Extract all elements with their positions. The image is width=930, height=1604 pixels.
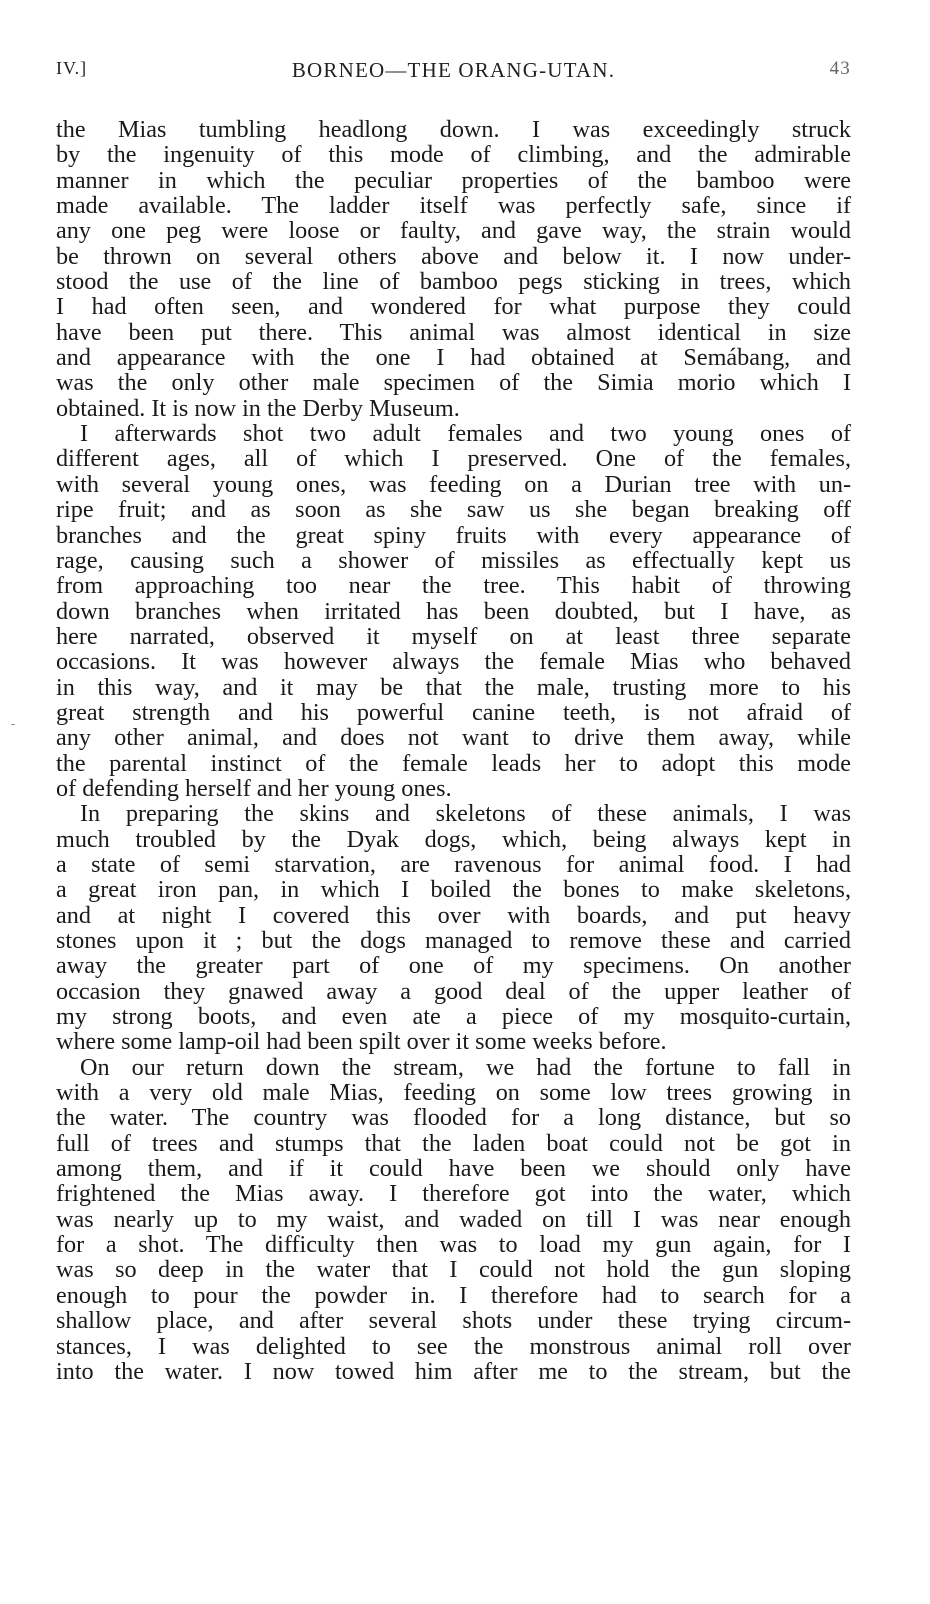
margin-speck: [11, 724, 15, 725]
text-line: my strong boots, and even ate a piece of my mosquito-curtain,: [56, 1003, 851, 1031]
body-text: [56, 117, 851, 1384]
text-line: away the greater part of one of my specimens. On another: [56, 952, 851, 980]
text-line: be thrown on several others above and below it. I now under-: [56, 242, 851, 270]
text-line: was so deep in the water that I could not hold the gun sloping: [56, 1256, 851, 1284]
text-line: full of trees and stumps that the laden boat could not be got in: [56, 1129, 851, 1157]
paragraph: [56, 801, 851, 1054]
text-line: the parental instinct of the female leads her to adopt this mode: [56, 749, 851, 777]
paragraph: [56, 1055, 851, 1384]
text-line: frightened the Mias away. I therefore got into the water, which: [56, 1180, 851, 1208]
text-line: branches and the great spiny fruits with every appearance of: [56, 521, 851, 549]
text-line: I afterwards shot two adult females and two young ones of: [80, 420, 851, 448]
text-line: enough to pour the powder in. I therefore had to search for a: [56, 1281, 851, 1309]
text-line: in this way, and it may be that the male, trusting more to his: [56, 673, 851, 701]
text-line: In preparing the skins and skeletons of these animals, I was: [80, 800, 851, 828]
text-line: shallow place, and after several shots under these trying circum-: [56, 1307, 851, 1335]
text-line: great strength and his powerful canine teeth, is not afraid of: [56, 698, 851, 726]
paragraph: [56, 421, 851, 801]
text-line: the water. The country was flooded for a long distance, but so: [56, 1104, 851, 1132]
running-head: [56, 58, 851, 88]
text-line: a state of semi starvation, are ravenous for animal food. I had: [56, 850, 851, 878]
text-line: obtained. It is now in the Derby Museum.: [56, 394, 460, 422]
text-line: occasion they gnawed away a good deal of the upper leather of: [56, 977, 851, 1005]
text-line: a great iron pan, in which I boiled the bones to make skeletons,: [56, 876, 851, 904]
text-line: any one peg were loose or faulty, and gave way, the strain would: [56, 217, 851, 245]
text-line: down branches when irritated has been doubted, but I have, as: [56, 597, 851, 625]
text-line: much troubled by the Dyak dogs, which, being always kept in: [56, 825, 851, 853]
text-line: where some lamp-oil had been spilt over it some weeks before.: [56, 1028, 667, 1056]
text-line: for a shot. The difficulty then was to load my gun again, for I: [56, 1231, 851, 1259]
text-line: from approaching too near the tree. This habit of throwing: [56, 572, 851, 600]
text-line: the Mias tumbling headlong down. I was exceedingly struck: [56, 116, 851, 143]
text-line: stances, I was delighted to see the monstrous animal roll over: [56, 1332, 851, 1360]
text-line: and appearance with the one I had obtained at Semábang, and: [56, 344, 851, 372]
text-line: and at night I covered this over with boards, and put heavy: [56, 901, 851, 929]
text-line: here narrated, observed it myself on at least three separate: [56, 622, 851, 650]
text-line: On our return down the stream, we had the fortune to fall in: [80, 1053, 851, 1081]
text-line: I had often seen, and wondered for what purpose they could: [56, 293, 851, 321]
text-line: have been put there. This animal was almost identical in size: [56, 318, 851, 346]
text-line: was the only other male specimen of the Simia morio which I: [56, 369, 851, 397]
text-line: of defending herself and her young ones.: [56, 774, 452, 802]
text-line: by the ingenuity of this mode of climbing, and the admirable: [56, 141, 851, 169]
text-line: made available. The ladder itself was perfectly safe, since if: [56, 192, 851, 220]
text-line: stones upon it ; but the dogs managed to remove these and carried: [56, 927, 851, 954]
text-line: with several young ones, was feeding on a Durian tree with un-: [56, 470, 851, 498]
chapter-number: IV.]: [56, 58, 88, 78]
text-line: different ages, all of which I preserved. One of the females,: [56, 445, 851, 473]
text-line: manner in which the peculiar properties of the bamboo were: [56, 166, 851, 194]
text-line: ripe fruit; and as soon as she saw us she began breaking off: [56, 496, 851, 524]
running-title: BORNEO—THE ORANG-UTAN.: [291, 58, 616, 82]
text-line: was nearly up to my waist, and waded on till I was near enough: [56, 1205, 851, 1233]
text-line: occasions. It was however always the female Mias who behaved: [56, 648, 851, 676]
text-line: into the water. I now towed him after me to the stream, but the: [56, 1357, 851, 1385]
text-line: any other animal, and does not want to drive them away, while: [56, 724, 851, 752]
page-number: 43: [829, 58, 851, 79]
text-line: with a very old male Mias, feeding on some low trees growing in: [56, 1079, 851, 1107]
paragraph: [56, 117, 851, 421]
text-line: rage, causing such a shower of missiles as effectually kept us: [56, 546, 851, 574]
text-line: among them, and if it could have been we should only have: [56, 1155, 851, 1183]
text-line: stood the use of the line of bamboo pegs sticking in trees, which: [56, 268, 851, 296]
